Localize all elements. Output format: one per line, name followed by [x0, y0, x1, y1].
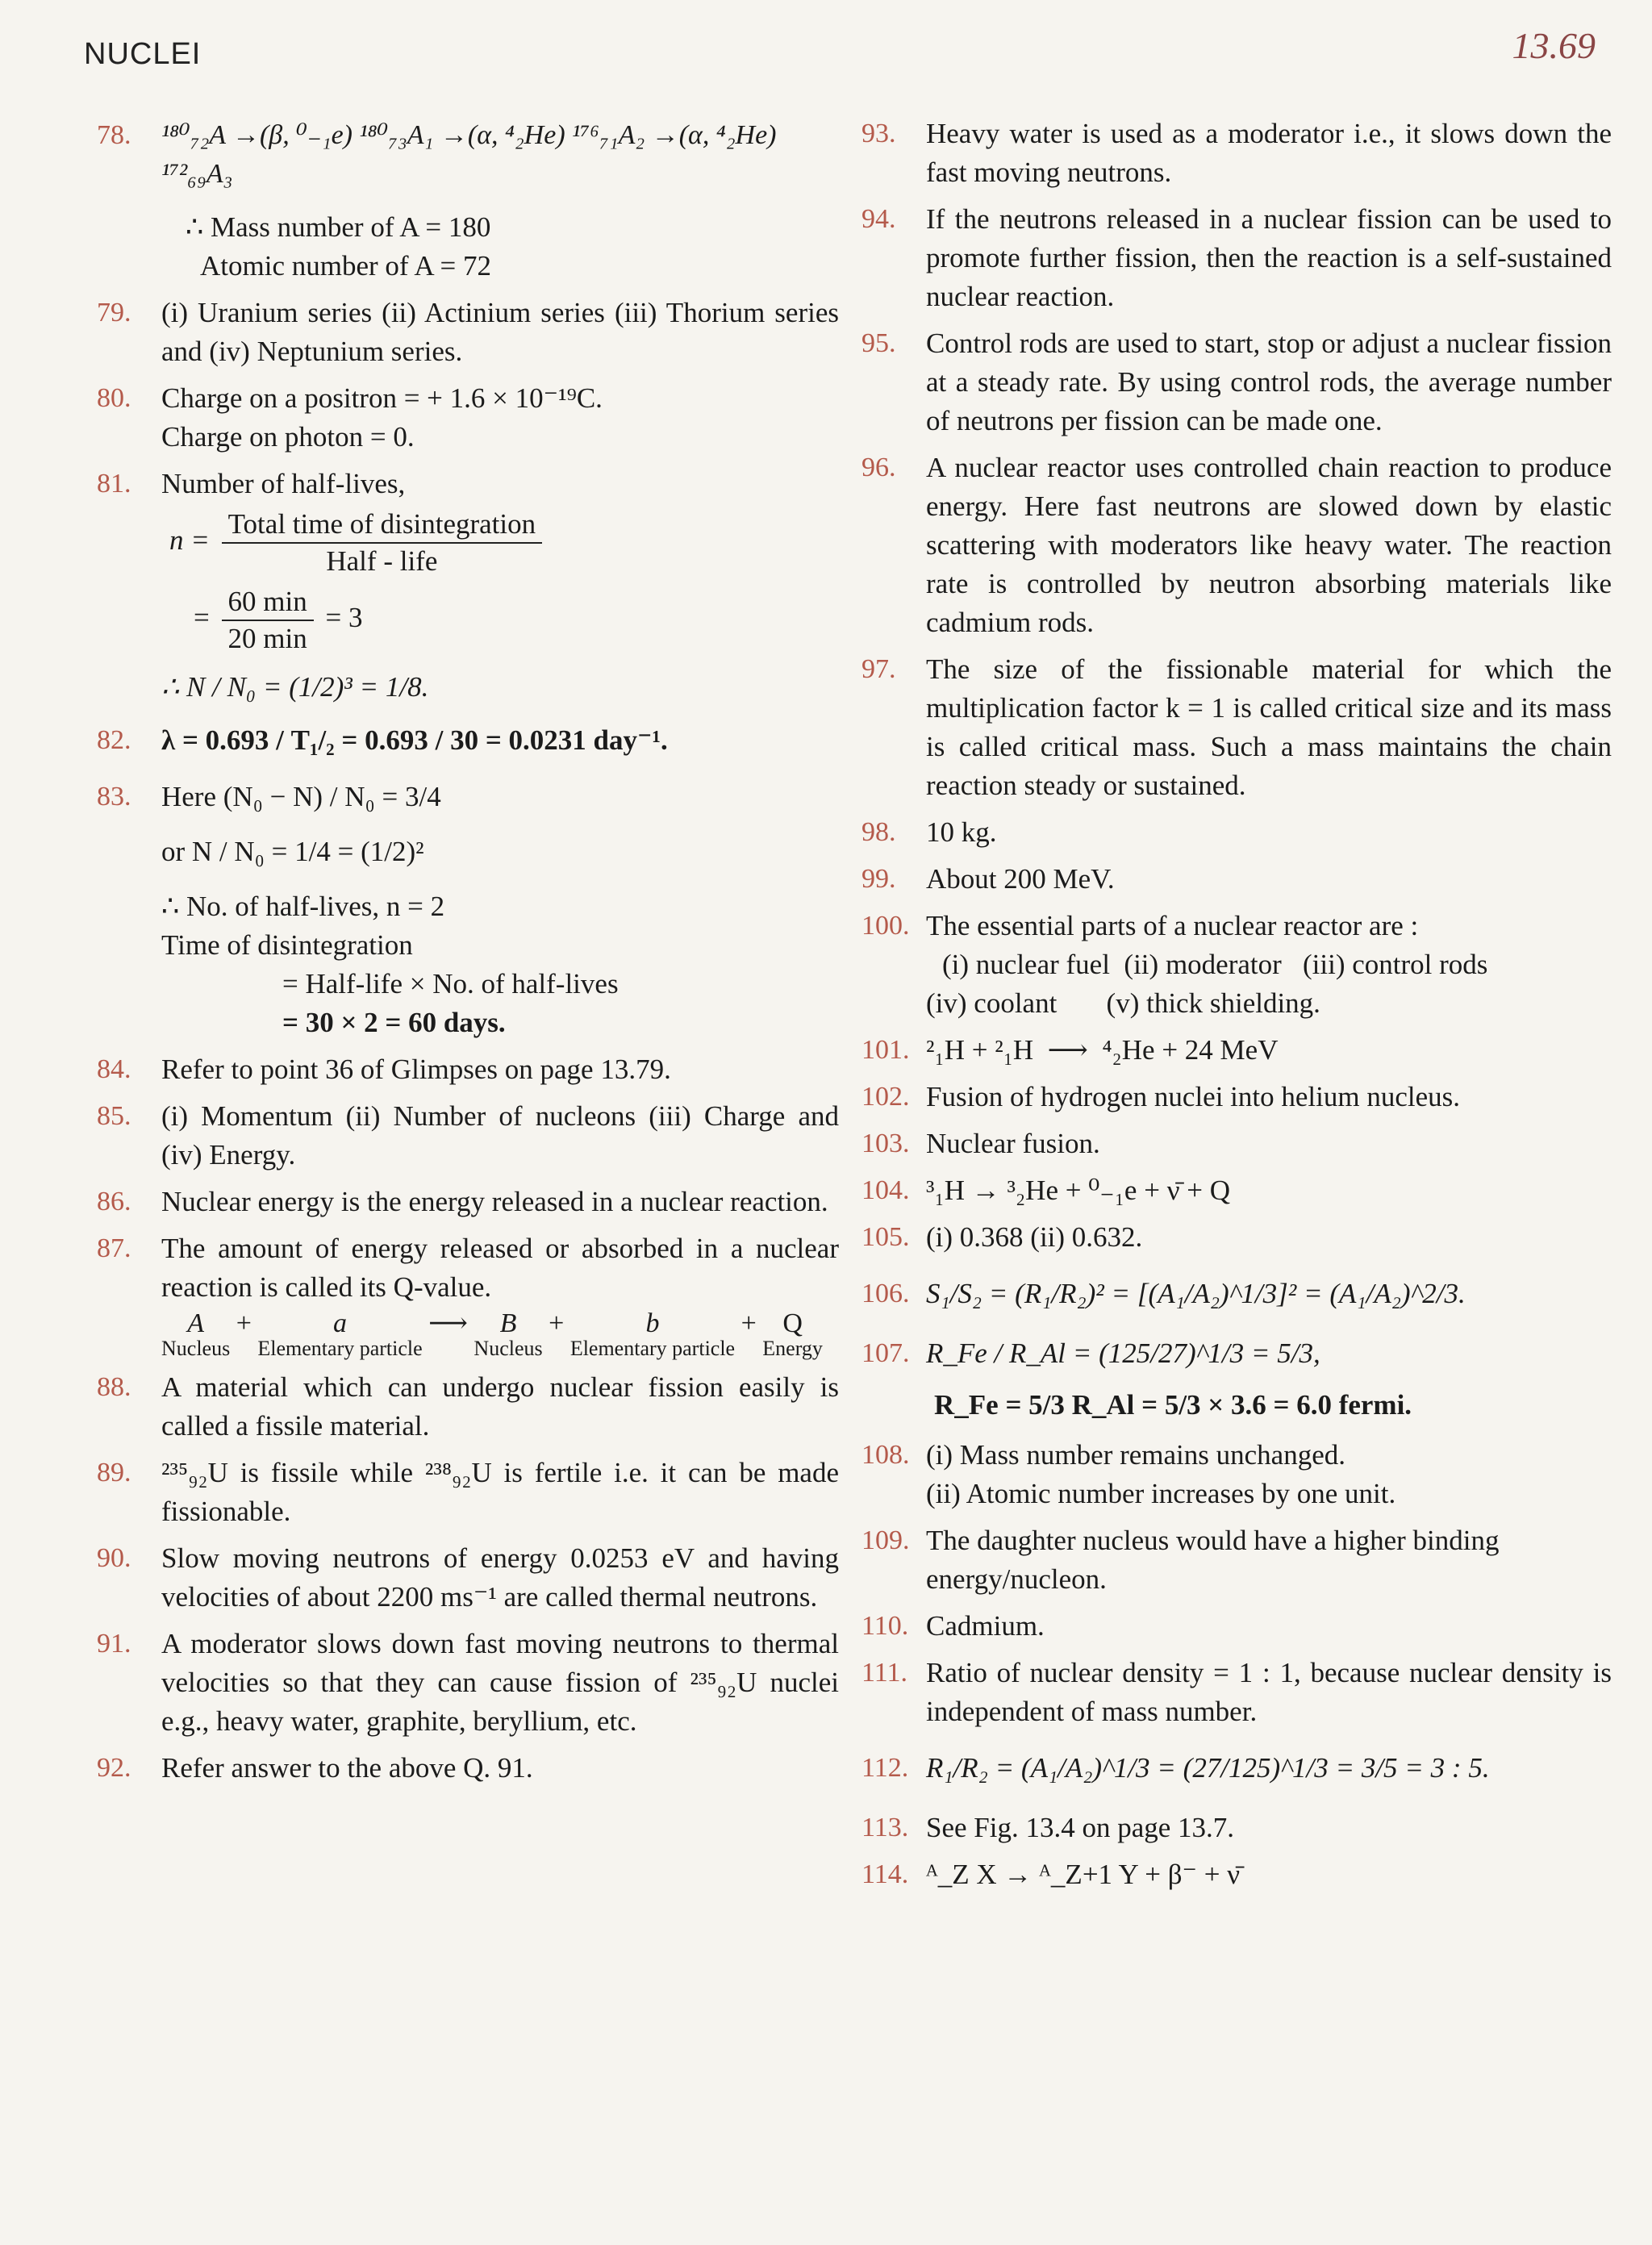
radius-ratio: R_Fe / R_Al = (125/27)^1/3 = 5/3, [926, 1337, 1320, 1369]
answer-83 [97, 778, 839, 1042]
answer-number: 81. [97, 469, 131, 499]
n-equals: n = [169, 524, 210, 557]
answer-90 [97, 1539, 839, 1617]
decay-equation: ³₁H → ³₂He + ⁰₋₁e + ν̄ + Q [926, 1175, 1231, 1206]
answer-text: Fusion of hydrogen nuclei into helium nucleus. [926, 1081, 1460, 1112]
reaction-term: + [549, 1308, 565, 1338]
answer-number: 111. [861, 1658, 907, 1688]
fraction-numerator: 60 min [222, 584, 314, 621]
reaction-equation [161, 1310, 823, 1360]
answer-number: 89. [97, 1458, 131, 1488]
fusion-equation: ²₁H + ²₁H ⟶ ⁴₂He + 24 MeV [926, 1034, 1279, 1066]
decay-chain-equation: ¹⁸⁰₇₂A →(β, ⁰₋₁e) ¹⁸⁰₇₃A₁ →(α, ⁴₂He) ¹⁷⁶₇₁A₂ →(α, ⁴₂He) ¹⁷²₆₉A₃ [161, 120, 777, 189]
answer-78 [97, 116, 839, 286]
answer-107 [861, 1334, 1612, 1425]
fraction [222, 584, 314, 657]
half-lives-label: Number of half-lives, [161, 468, 406, 499]
time-label: Time of disintegration [161, 929, 413, 961]
answer-text: Refer answer to the above Q. 91. [161, 1752, 533, 1784]
answer-number: 94. [861, 204, 896, 234]
answer-text: Ratio of nuclear density = 1 : 1, because nuclear density is independent of mass number. [926, 1657, 1612, 1727]
answer-105 [861, 1218, 1612, 1257]
answer-number: 98. [861, 817, 896, 847]
answer-text: Nuclear energy is the energy released in a nuclear reaction. [161, 1186, 828, 1217]
answer-103 [861, 1125, 1612, 1163]
answer-111 [861, 1654, 1612, 1731]
half-lives-line: ∴ No. of half-lives, n = 2 [161, 891, 445, 922]
answer-number: 112. [861, 1753, 909, 1783]
answer-text: ²³⁵₉₂U is fissile while ²³⁸₉₂U is fertile i.e. it can be made fissionable. [161, 1457, 839, 1527]
half-lives-value: = $\frac{60 \min}{20 \min}$ = 3 [194, 584, 839, 657]
answer-number: 92. [97, 1753, 131, 1783]
radius-ratio-equation: R₁/R₂ = (A₁/A₂)^1/3 = (27/125)^1/3 = 3/5 = 3 : 5. [926, 1752, 1490, 1784]
reaction-term: Q Energy [762, 1308, 823, 1360]
ratio-line: Here (N₀ − N) / N₀ = 3/4 [161, 781, 441, 812]
reaction-term: a Elementary particle [257, 1308, 423, 1360]
answer-number: 84. [97, 1054, 131, 1084]
answer-line-2: (ii) Atomic number increases by one unit. [926, 1478, 1396, 1509]
reaction-term: A Nucleus [161, 1308, 231, 1360]
answer-114 [861, 1855, 1612, 1894]
answer-99 [861, 860, 1612, 899]
answer-93 [861, 115, 1612, 192]
answer-98 [861, 813, 1612, 852]
fraction-denominator: Half - life [326, 545, 438, 577]
answer-96 [861, 449, 1612, 642]
answer-100 [861, 907, 1612, 1023]
answer-number: 114. [861, 1859, 909, 1889]
answer-text: Slow moving neutrons of energy 0.0253 eV and having velocities of about 2200 ms⁻¹ are called thermal neutrons. [161, 1542, 839, 1613]
answer-number: 108. [861, 1440, 910, 1470]
answer-number: 96. [861, 453, 896, 482]
answer-text: Refer to point 36 of Glimpses on page 13.79. [161, 1054, 671, 1085]
answer-110 [861, 1607, 1612, 1646]
answer-text: Control rods are used to start, stop or adjust a nuclear fission at a steady rate. By using control rods, the average number of neutrons per fission can be made one. [926, 328, 1612, 436]
atomic-number-line: Atomic number of A = 72 [200, 250, 491, 282]
answer-number: 83. [97, 782, 131, 812]
answer-86 [97, 1183, 839, 1221]
answer-109 [861, 1521, 1612, 1599]
answer-number: 95. [861, 328, 896, 358]
answer-number: 78. [97, 120, 131, 150]
answer-number: 93. [861, 119, 896, 148]
answer-95 [861, 324, 1612, 440]
result: = 3 [325, 602, 363, 634]
answer-number: 90. [97, 1543, 131, 1573]
answer-113 [861, 1809, 1612, 1847]
answer-80 [97, 379, 839, 457]
answer-text: The amount of energy released or absorbed in a nuclear reaction is called its Q-value. [161, 1233, 839, 1303]
mass-number-line: ∴ Mass number of A = 180 [186, 211, 491, 243]
answer-106 [861, 1275, 1612, 1313]
reaction-term: + [236, 1308, 252, 1338]
fraction [222, 507, 543, 579]
answer-number: 88. [97, 1372, 131, 1402]
answer-89 [97, 1454, 839, 1531]
answer-92 [97, 1749, 839, 1788]
answer-number: 110. [861, 1611, 909, 1641]
answer-number: 85. [97, 1101, 131, 1131]
answer-text: The essential parts of a nuclear reactor are : [926, 910, 1419, 941]
time-formula: = Half-life × No. of half-lives [282, 968, 619, 999]
answer-text: (i) Momentum (ii) Number of nucleons (iii) Charge and (iv) Energy. [161, 1100, 839, 1170]
answer-number: 97. [861, 654, 896, 684]
answer-text: See Fig. 13.4 on page 13.7. [926, 1812, 1235, 1843]
answer-text: If the neutrons released in a nuclear fission can be used to promote further fission, then the reaction is a self-sustained nuclear reaction. [926, 203, 1612, 312]
answer-94 [861, 200, 1612, 316]
answer-text: A material which can undergo nuclear fission easily is called a fissile material. [161, 1371, 839, 1442]
answer-text: Cadmium. [926, 1610, 1045, 1642]
reactor-parts-2: (iv) coolant (v) thick shielding. [926, 987, 1320, 1019]
answer-84 [97, 1050, 839, 1089]
answer-number: 102. [861, 1082, 910, 1112]
answer-number: 106. [861, 1279, 910, 1308]
answer-85 [97, 1097, 839, 1175]
answer-number: 105. [861, 1222, 910, 1252]
answer-108 [861, 1436, 1612, 1513]
answer-number: 86. [97, 1187, 131, 1216]
answer-number: 101. [861, 1035, 910, 1065]
answer-79 [97, 294, 839, 371]
answer-number: 113. [861, 1813, 909, 1842]
surface-ratio-equation: S₁/S₂ = (R₁/R₂)² = [(A₁/A₂)^1/3]² = (A₁/A₂)^2/3. [926, 1278, 1466, 1309]
decay-constant: λ = 0.693 / T₁/₂ = 0.693 / 30 = 0.0231 day⁻¹. [161, 724, 668, 756]
answer-text: A moderator slows down fast moving neutrons to thermal velocities so that they can cause fission of ²³⁵₉₂U nuclei e.g., heavy water, graphite, beryllium, etc. [161, 1628, 839, 1737]
answer-text: About 200 MeV. [926, 863, 1115, 895]
answer-81 [97, 465, 839, 707]
answer-number: 107. [861, 1338, 910, 1368]
time-result: = 30 × 2 = 60 days. [282, 1007, 506, 1038]
positron-charge: Charge on a positron = + 1.6 × 10⁻¹⁹C. [161, 382, 603, 414]
answer-101 [861, 1031, 1612, 1070]
answer-number: 100. [861, 911, 910, 941]
answer-number: 103. [861, 1129, 910, 1158]
left-column [97, 105, 839, 1796]
radius-result: R_Fe = 5/3 R_Al = 5/3 × 3.6 = 6.0 fermi. [934, 1389, 1412, 1421]
answer-87 [97, 1229, 839, 1360]
reaction-term: b Elementary particle [569, 1308, 736, 1360]
answer-number: 99. [861, 864, 896, 894]
reaction-term: B Nucleus [473, 1308, 543, 1360]
reaction-term: + [740, 1308, 757, 1338]
reaction-term: ⟶ [428, 1308, 468, 1338]
ratio-result: ∴ N / N₀ = (1/2)³ = 1/8. [161, 671, 429, 703]
half-lives-formula [169, 507, 839, 579]
answer-number: 87. [97, 1233, 131, 1263]
answer-112 [861, 1749, 1612, 1788]
answer-text: The daughter nucleus would have a higher binding energy/nucleon. [926, 1525, 1500, 1595]
fraction-numerator: Total time of disintegration [222, 507, 543, 544]
fraction-denominator: 20 min [227, 623, 307, 654]
answer-number: 82. [97, 725, 131, 755]
answer-line-1: (i) Mass number remains unchanged. [926, 1439, 1345, 1471]
ratio-line-2: or N / N₀ = 1/4 = (1/2)² [161, 836, 424, 867]
answer-text: A nuclear reactor uses controlled chain reaction to produce energy. Here fast neutrons are slowed down by elastic scattering with moderators like heavy water. The reaction rate is controlled by neutron absorbing materials like cadmium rods. [926, 452, 1612, 638]
answer-text: (i) Uranium series (ii) Actinium series (iii) Thorium series and (iv) Neptunium series. [161, 297, 839, 367]
answer-number: 109. [861, 1525, 910, 1555]
photon-charge: Charge on photon = 0. [161, 421, 415, 453]
answer-97 [861, 650, 1612, 805]
answer-91 [97, 1625, 839, 1741]
answer-text: The size of the fissionable material for which the multiplication factor k = 1 is called critical size and its mass is called critical mass. Such a mass maintains the chain reaction steady or sustained. [926, 653, 1612, 801]
answer-text: (i) 0.368 (ii) 0.632. [926, 1221, 1143, 1253]
answer-82 [97, 721, 839, 760]
answer-104 [861, 1171, 1612, 1210]
reactor-parts-1: (i) nuclear fuel (ii) moderator (iii) control rods [942, 949, 1488, 980]
answer-88 [97, 1368, 839, 1446]
right-column [861, 105, 1612, 1902]
beta-decay-equation: ᴬ_Z X → ᴬ_Z+1 Y + β⁻ + ν̄ [926, 1859, 1241, 1890]
answer-text: 10 kg. [926, 816, 997, 848]
answer-number: 91. [97, 1629, 131, 1659]
answer-text: Heavy water is used as a moderator i.e., it slows down the fast moving neutrons. [926, 118, 1612, 188]
page-number: 13.69 [1512, 25, 1596, 66]
answer-text: Nuclear fusion. [926, 1128, 1100, 1159]
answer-102 [861, 1078, 1612, 1116]
answer-number: 79. [97, 298, 131, 328]
answer-number: 104. [861, 1175, 910, 1205]
chapter-title: NUCLEI [84, 37, 202, 71]
answer-number: 80. [97, 383, 131, 413]
